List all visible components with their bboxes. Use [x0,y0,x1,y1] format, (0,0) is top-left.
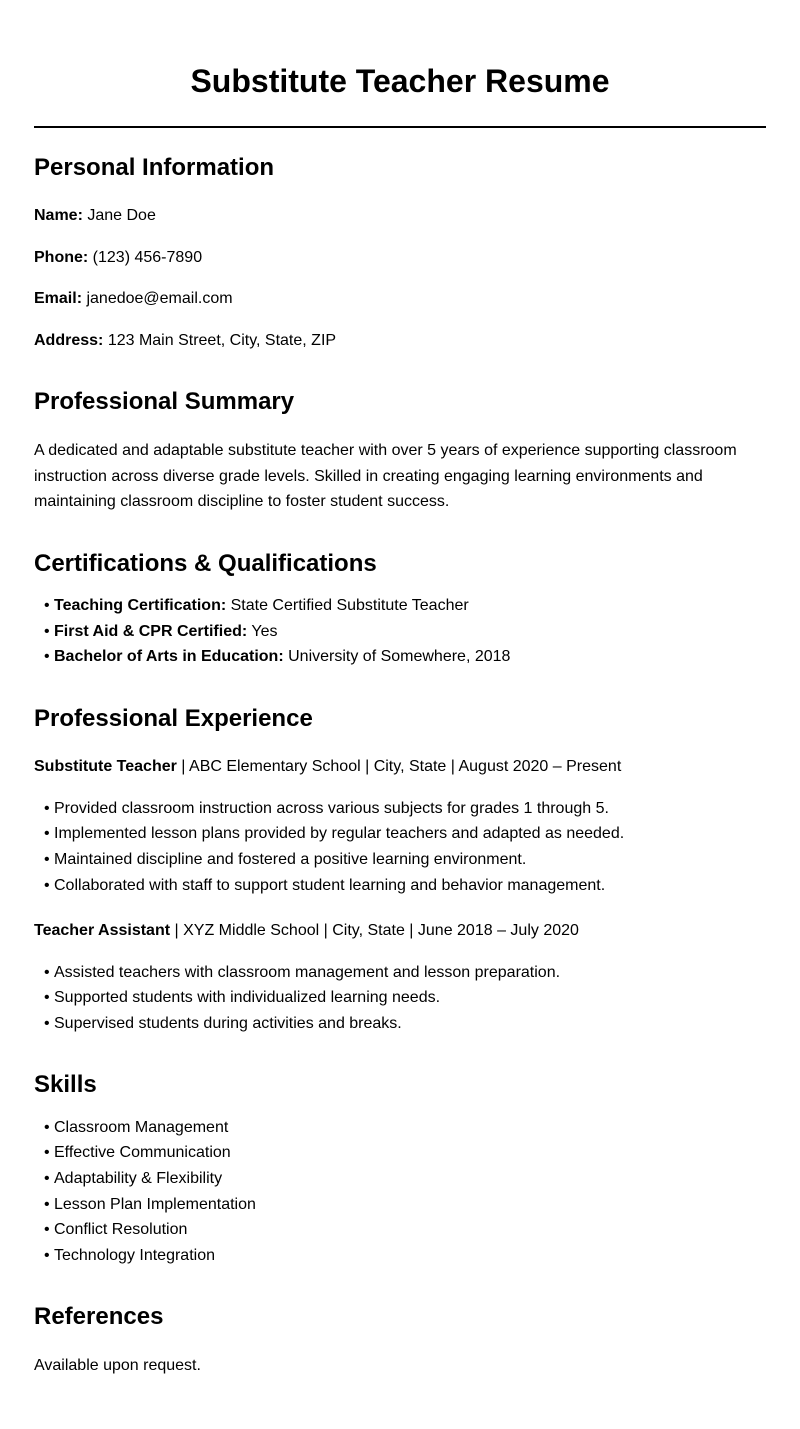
skill-item [44,1118,228,1138]
bullet-mark: • [44,648,50,665]
cert-label: Teaching Certification: [54,597,227,614]
skill-text: Adaptability & Flexibility [54,1170,223,1187]
bullet-mark: • [44,1170,50,1187]
bullet-mark: • [44,597,50,614]
bullet-mark: • [44,1015,50,1032]
cert-item [44,596,469,616]
bullet-mark: • [44,825,50,842]
cert-value: State Certified Substitute Teacher [230,597,469,614]
duty-text: Assisted teachers with classroom management and lesson preparation. [54,964,561,981]
name-line [34,206,156,226]
cert-item [44,647,510,667]
skill-item [44,1143,231,1163]
bullet-mark: • [44,989,50,1006]
address-label: Address: [34,332,104,349]
job-details: | XYZ Middle School | City, State | June 2018 – July 2020 [174,922,579,939]
job-duty [44,850,526,870]
job-duty [44,1014,402,1034]
duty-text: Collaborated with staff to support student learning and behavior management. [54,877,606,894]
job-duty [44,799,609,819]
cert-value: University of Somewhere, 2018 [288,648,511,665]
duty-text: Supervised students during activities and breaks. [54,1015,402,1032]
bullet-mark: • [44,1196,50,1213]
bullet-mark: • [44,964,50,981]
references-text: Available upon request. [34,1357,201,1374]
duty-text: Implemented lesson plans provided by regular teachers and adapted as needed. [54,825,625,842]
job-role: Substitute Teacher [34,758,177,775]
skill-item [44,1169,222,1189]
job-details: | ABC Elementary School | City, State | August 2020 – Present [181,758,622,775]
duty-text: Provided classroom instruction across various subjects for grades 1 through 5. [54,800,609,817]
address-value: 123 Main Street, City, State, ZIP [107,332,337,349]
experience-heading: Professional Experience [34,705,313,732]
bullet-mark: • [44,1247,50,1264]
summary-text: A dedicated and adaptable substitute teacher with over 5 years of experience supporting classroom instruction across diverse grade levels. Skilled in creating engaging learning environments and maintaining classroom discipline to foster student success. [34,442,737,510]
job-duty [44,824,624,844]
name-label: Name: [34,207,83,224]
bullet-mark: • [44,851,50,868]
job-duty [44,876,605,896]
skill-text: Classroom Management [54,1119,229,1136]
duty-text: Supported students with individualized learning needs. [54,989,441,1006]
email-line [34,289,233,309]
email-label: Email: [34,290,83,307]
skill-text: Technology Integration [54,1247,215,1264]
summary-heading: Professional Summary [34,388,295,415]
cert-value: Yes [251,623,278,640]
bullet-mark: • [44,877,50,894]
job-role: Teacher Assistant [34,922,171,939]
skill-text: Lesson Plan Implementation [54,1196,256,1213]
address-line [34,331,336,351]
cert-item [44,622,277,642]
job-header [34,757,621,777]
personal-info-heading: Personal Information [34,154,275,181]
references-heading: References [34,1303,164,1330]
cert-label: Bachelor of Arts in Education: [54,648,284,665]
bullet-mark: • [44,1119,50,1136]
bullet-mark: • [44,1144,50,1161]
bullet-mark: • [44,623,50,640]
skills-heading: Skills [34,1071,97,1098]
page-title: Substitute Teacher Resume [190,63,610,99]
duty-text: Maintained discipline and fostered a positive learning environment. [54,851,527,868]
phone-label: Phone: [34,249,89,266]
phone-value: (123) 456-7890 [92,249,203,266]
job-duty [44,988,440,1008]
skill-item [44,1195,256,1215]
job-duty [44,963,560,983]
skill-item [44,1246,215,1266]
cert-label: First Aid & CPR Certified: [54,623,248,640]
skill-text: Effective Communication [54,1144,231,1161]
bullet-mark: • [44,1221,50,1238]
skill-text: Conflict Resolution [54,1221,188,1238]
bullet-mark: • [44,800,50,817]
phone-line [34,248,202,268]
job-header [34,921,579,941]
skill-item [44,1220,187,1240]
name-value: Jane Doe [87,207,156,224]
certifications-heading: Certifications & Qualifications [34,550,377,577]
title-divider [34,126,766,128]
email-value: janedoe@email.com [86,290,233,307]
